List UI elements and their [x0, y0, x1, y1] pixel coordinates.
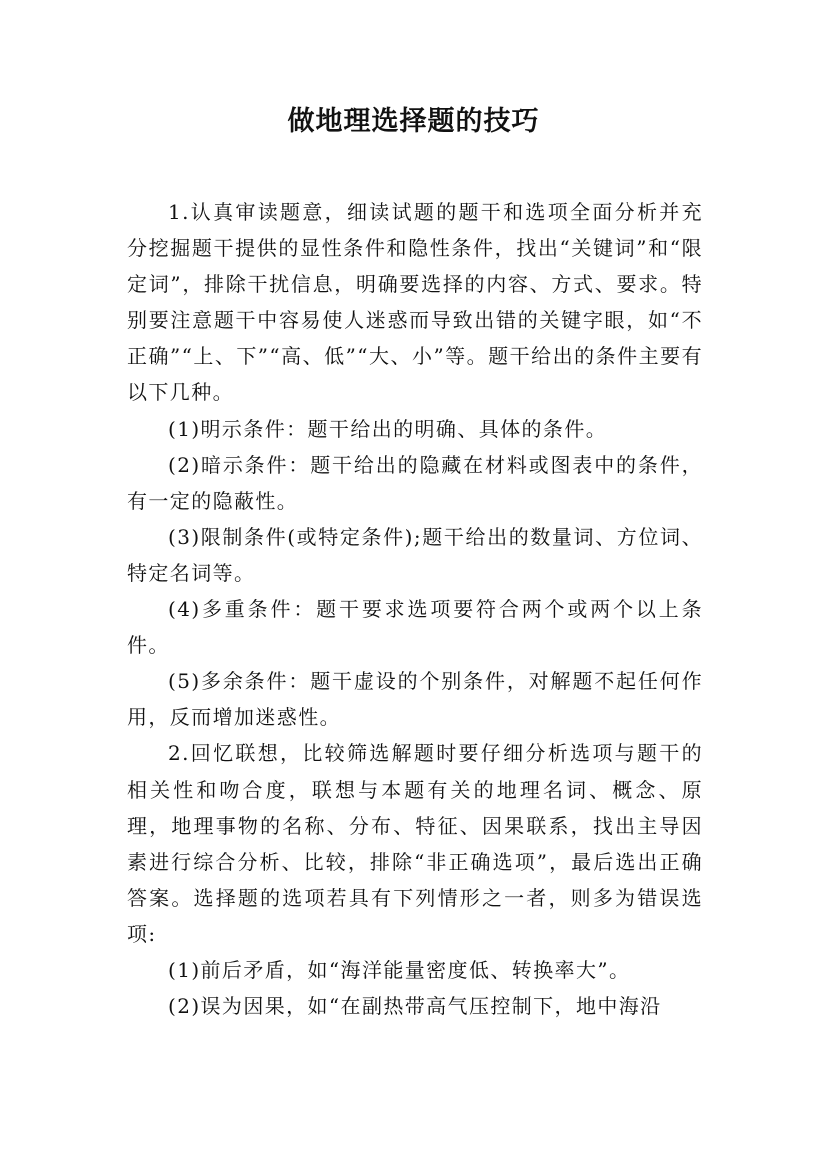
document-title: 做地理选择题的技巧: [287, 106, 540, 137]
paragraph-4: (3)限制条件(或特定条件);题干给出的数量词、方位词、特定名词等。: [127, 524, 703, 585]
document-body: [127, 194, 703, 1024]
paragraph-9: (2)误为因果，如“在副热带高气压控制下，地中海沿: [168, 994, 662, 1019]
paragraph-1: 1.认真审读题意，细读试题的题干和选项全面分析并充分挖掘题干提供的显性条件和隐性条件，找出“关键词”和“限定词”，排除干扰信息，明确要选择的内容、方式、要求。特别要注意题干中容易使人迷惑而导致出错的关键字眼，如“不正确”“上、下”“高、低”“大、小”等。题干给出的条件主要有以下几种。: [127, 200, 703, 405]
paragraph-7: 2.回忆联想，比较筛选解题时要仔细分析选项与题干的相关性和吻合度，联想与本题有关的地理名词、概念、原理，地理事物的名称、分布、特征、因果联系，找出主导因素进行综合分析、比较，排除“非正确选项”，最后选出正确答案。选择题的选项若具有下列情形之一者，则多为错误选项:: [127, 741, 703, 946]
paragraph-8: (1)前后矛盾，如“海洋能量密度低、转换率大”。: [168, 957, 631, 982]
paragraph-5: (4)多重条件：题干要求选项要符合两个或两个以上条件。: [127, 597, 703, 658]
paragraph-6: (5)多余条件：题干虚设的个别条件，对解题不起任何作用，反而增加迷惑性。: [127, 669, 703, 730]
paragraph-3: (2)暗示条件：题干给出的隐藏在材料或图表中的条件，有一定的隐蔽性。: [127, 452, 703, 513]
paragraph-2: (1)明示条件：题干给出的明确、具体的条件。: [168, 416, 608, 441]
